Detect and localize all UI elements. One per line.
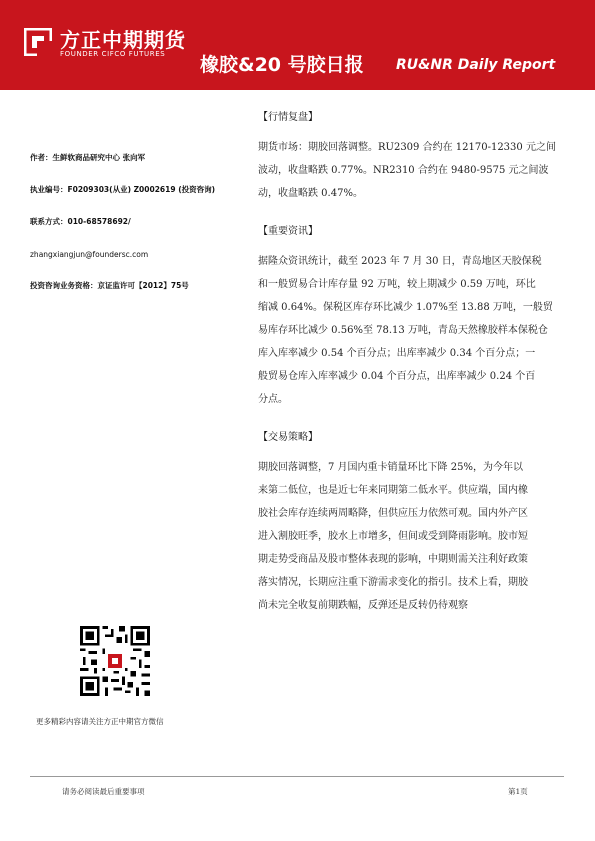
page-number: 第1页 bbox=[508, 787, 528, 796]
header-band bbox=[0, 0, 595, 90]
text-line: 波动，收盘略跌 0.77%。NR2310 合约在 9480-9575 元之间波 bbox=[258, 165, 549, 176]
footer-divider bbox=[30, 776, 564, 777]
qr-caption: 更多精彩内容请关注方正中期官方微信 bbox=[36, 717, 164, 726]
text-line: 进入割胶旺季，胶水上市增多，但间或受到降雨影响。胶市短 bbox=[258, 531, 528, 542]
brand-name: 方正中期期货 bbox=[60, 28, 186, 52]
text-line: 期胶回落调整，7 月国内重卡销量环比下降 25%，为今年以 bbox=[258, 462, 523, 473]
section-body-key-news bbox=[258, 250, 574, 411]
text-line: 期走势受商品及股市整体表现的影响，中期则需关注利好政策 bbox=[258, 554, 528, 565]
report-title-en: RU&NR Daily Report bbox=[396, 57, 556, 73]
author-line: 作者：生鲜软商品研究中心 张向军 bbox=[30, 153, 146, 162]
text-line: 动，收盘略跌 0.47%。 bbox=[258, 188, 363, 199]
text-line: 般贸易仓库入库率减少 0.04 个百分点，出库率减少 0.24 个百 bbox=[258, 371, 536, 382]
section-body-trading-strategy bbox=[258, 456, 574, 617]
footer-disclaimer: 请务必阅读最后重要事项 bbox=[62, 787, 145, 796]
text-line: 来第二低位，也是近七年来同期第二低水平。供应端，国内橡 bbox=[258, 485, 528, 496]
qualification-line: 投资咨询业务资格：京证监许可【2012】75号 bbox=[30, 281, 189, 290]
text-line: 尚未完全收复前期跌幅，反弹还是反转仍待观察 bbox=[258, 600, 468, 611]
founder-logo-icon bbox=[24, 28, 52, 56]
section-heading-key-news: 【重要资讯】 bbox=[258, 226, 318, 237]
section-heading-market-review: 【行情复盘】 bbox=[258, 112, 318, 123]
text-line: 缩减 0.64%。保税区库存环比减少 1.07%至 13.88 万吨，一般贸 bbox=[258, 302, 553, 313]
text-line: 易库存环比减少 0.56%至 78.13 万吨，青岛天然橡胶样本保税仓 bbox=[258, 325, 548, 336]
license-line: 执业编号：F0209303(从业) Z0002619 (投资咨询) bbox=[30, 185, 216, 194]
text-line: 库入库率减少 0.54 个百分点；出库率减少 0.34 个百分点；一 bbox=[258, 348, 536, 359]
contact-line: 联系方式：010-68578692/ bbox=[30, 217, 131, 226]
text-line: 据隆众资讯统计，截至 2023 年 7 月 30 日，青岛地区天胶保税 bbox=[258, 256, 542, 267]
email-line[interactable]: zhangxiangjun@foundersc.com bbox=[30, 250, 149, 259]
text-line: 期货市场：期胶回落调整。RU2309 合约在 12170-12330 元之间 bbox=[258, 142, 556, 153]
text-line: 胶社会库存连续两周略降，但供应压力依然可观。国内外产区 bbox=[258, 508, 528, 519]
report-title: 橡胶&20 号胶日报 bbox=[200, 54, 364, 76]
text-line: 和一般贸易合计库存量 92 万吨，较上期减少 0.59 万吨，环比 bbox=[258, 279, 536, 290]
section-body-market-review bbox=[258, 136, 574, 205]
brand-name-en: FOUNDER CIFCO FUTURES bbox=[60, 50, 166, 58]
qr-code-icon bbox=[80, 626, 150, 696]
text-line: 分点。 bbox=[258, 394, 288, 405]
text-line: 落实情况，长期应注重下游需求变化的指引。技术上看，期胶 bbox=[258, 577, 528, 588]
section-heading-trading-strategy: 【交易策略】 bbox=[258, 432, 318, 443]
